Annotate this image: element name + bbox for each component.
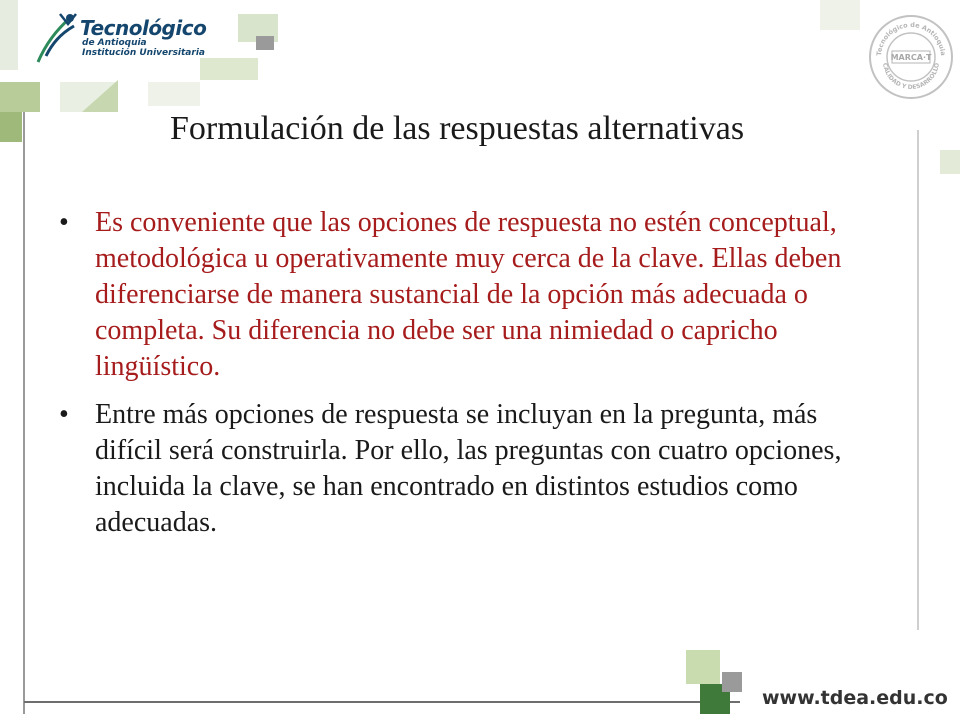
deco-square <box>722 672 742 692</box>
deco-square <box>0 112 22 142</box>
logo-institution: Institución Universitaria <box>82 48 205 58</box>
footer-url: www.tdea.edu.co <box>762 687 948 709</box>
logo-mark-icon <box>30 10 78 66</box>
deco-square <box>0 0 18 70</box>
deco-square <box>0 82 40 112</box>
deco-square <box>820 0 860 30</box>
deco-square <box>148 82 200 106</box>
bullet-list <box>55 205 845 553</box>
bullet-marker: • <box>59 207 69 238</box>
logo-name: Tecnológico <box>80 16 207 40</box>
bullet-marker: • <box>59 399 69 430</box>
deco-square <box>686 650 720 684</box>
slide-title: Formulación de las respuestas alternativas <box>170 110 745 147</box>
bullet-item <box>55 205 845 385</box>
svg-text:MARCA·T: MARCA·T <box>890 53 932 62</box>
bullet-text: Entre más opciones de respuesta se incluyan en la pregunta, más difícil será construirla. Por ello, las preguntas con cuatro opciones, incluida la clave, se han encontrado en distintos estudios como adecuadas. <box>95 399 842 538</box>
svg-text:CALIDAD Y DESARROLLO: CALIDAD Y DESARROLLO <box>881 62 941 92</box>
deco-square <box>256 36 274 50</box>
bullet-item <box>55 397 845 541</box>
institution-logo <box>30 10 250 66</box>
logo-subtitle: de Antioquia <box>82 38 147 48</box>
svg-text:Tecnológico de Antioquia: Tecnológico de Antioquia <box>874 20 948 57</box>
bullet-text: Es conveniente que las opciones de respuesta no estén conceptual, metodológica u operativamente muy cerca de la clave. Ellas deben diferenciarse de manera sustancial de la opción más adecuada o completa. Su diferencia no debe ser una nimiedad o capricho lingüístico. <box>95 207 842 382</box>
deco-square <box>940 150 960 174</box>
quality-seal-icon <box>868 14 954 100</box>
